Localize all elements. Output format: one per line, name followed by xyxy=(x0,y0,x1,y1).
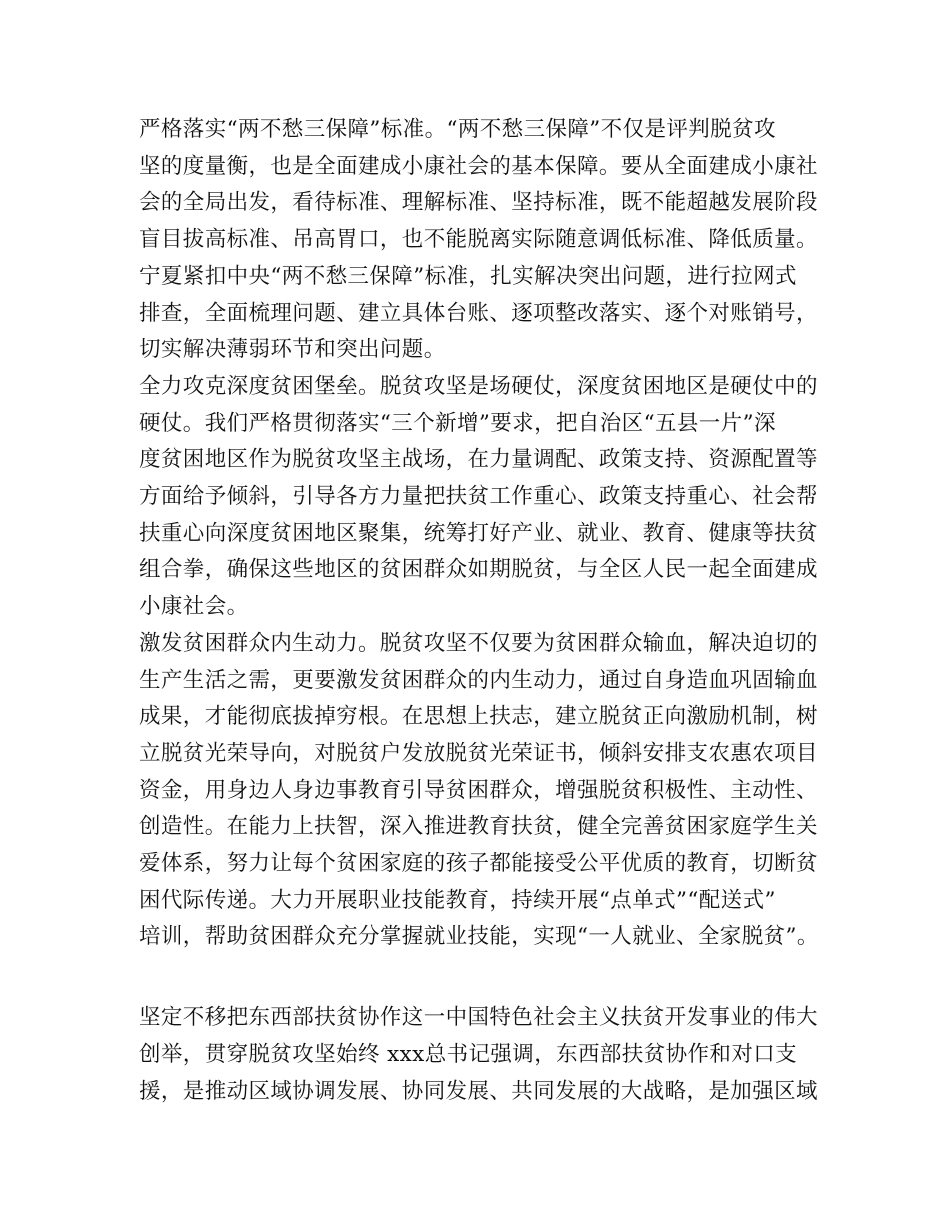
text-line: 坚的度量衡，也是全面建成小康社会的基本保障。要从全面建成小康社 xyxy=(139,153,818,179)
text-line: 爱体系，努力让每个贫困家庭的孩子都能接受公平优质的教育，切断贫 xyxy=(139,851,818,877)
paragraph-gap xyxy=(139,956,829,1000)
text-line: 宁夏紧扣中央“两不愁三保障”标准，扎实解决突出问题，进行拉网式 xyxy=(139,263,797,289)
text-line: 援，是推动区域协调发展、协同发展、共同发展的大战略，是加强区域 xyxy=(139,1078,818,1104)
text-line: 激发贫困群众内生动力。脱贫攻坚不仅要为贫困群众输血，解决迫切的 xyxy=(139,630,818,656)
text-line: 方面给予倾斜，引导各方力量把扶贫工作重心、政策支持重心、社会帮 xyxy=(139,484,818,510)
text-line: 排查，全面梳理问题、建立具体台账、逐项整改落实、逐个对账销号， xyxy=(139,300,818,326)
text-line: 培训，帮助贫困群众充分掌握就业技能，实现“一人就业、全家脱贫”。 xyxy=(139,924,819,950)
text-line: 立脱贫光荣导向，对脱贫户发放脱贫光荣证书，倾斜安排支农惠农项目 xyxy=(139,740,818,766)
document-body xyxy=(139,112,829,1110)
text-line: 切实解决薄弱环节和突出问题。 xyxy=(139,337,446,363)
text-line: 严格落实“两不愁三保障”标准。“两不愁三保障”不仅是评判脱贫攻 xyxy=(139,117,776,142)
text-line: 困代际传递。大力开展职业技能教育，持续开展“点单式”“配送式” xyxy=(139,887,776,913)
text-line: 盲目拔高标准、吊高胃口，也不能脱离实际随意调低标准、降低质量。 xyxy=(139,227,818,253)
text-line: 扶重心向深度贫困地区聚集，统筹打好产业、就业、教育、健康等扶贫 xyxy=(139,520,818,546)
text-line: 小康社会。 xyxy=(139,594,249,620)
text-line: 创举，贯穿脱贫攻坚始终 xxx总书记强调，东西部扶贫协作和对口支 xyxy=(139,1041,798,1067)
text-line: 硬仗。我们严格贯彻落实“三个新增”要求，把自治区“五县一片”深 xyxy=(139,410,776,436)
text-line: 创造性。在能力上扶智，深入推进教育扶贫，健全完善贫困家庭学生关 xyxy=(139,814,818,840)
text-line: 坚定不移把东西部扶贫协作这一中国特色社会主义扶贫开发事业的伟大 xyxy=(139,1005,818,1031)
text-line: 资金，用身边人身边事教育引导贫困群众，增强脱贫积极性、主动性、 xyxy=(139,777,818,803)
text-line: 会的全局出发，看待标准、理解标准、坚持标准，既不能超越发展阶段 xyxy=(139,190,818,216)
text-line: 度贫困地区作为脱贫攻坚主战场，在力量调配、政策支持、资源配置等 xyxy=(139,447,818,473)
text-line: 全力攻克深度贫困堡垒。脱贫攻坚是场硬仗，深度贫困地区是硬仗中的 xyxy=(139,373,818,399)
text-line: 成果，才能彻底拔掉穷根。在思想上扶志，建立脱贫正向激励机制，树 xyxy=(139,704,818,730)
text-line: 组合拳，确保这些地区的贫困群众如期脱贫，与全区人民一起全面建成 xyxy=(139,557,818,583)
text-line: 生产生活之需，更要激发贫困群众的内生动力，通过自身造血巩固输血 xyxy=(139,667,818,693)
